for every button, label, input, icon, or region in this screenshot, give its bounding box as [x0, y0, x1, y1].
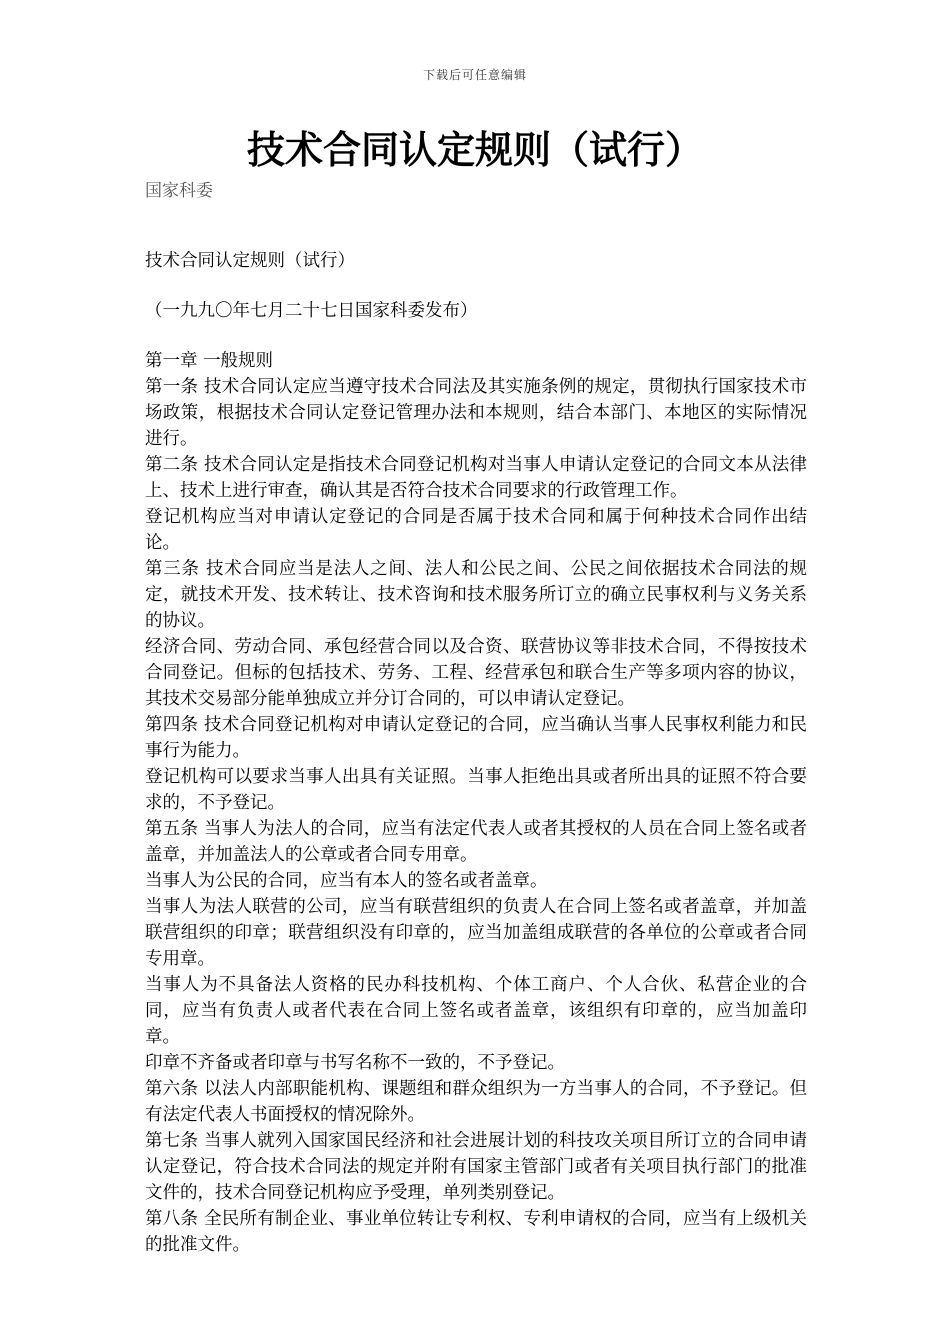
- article-paragraph: 第三条 技术合同应当是法人之间、法人和公民之间、公民之间依据技术合同法的规定，就技术开发、技术转让、技术咨询和技术服务所订立的确立民事权利与义务关系的协议。: [145, 559, 807, 631]
- article-paragraph: 当事人为法人联营的公司，应当有联营组织的负责人在合同上签名或者盖章，并加盖联营组织的印章；联营组织没有印章的，应当加盖组成联营的各单位的公章或者合同专用章。: [145, 897, 807, 969]
- article-paragraph: 第八条 全民所有制企业、事业单位转让专利权、专利申请权的合同，应当有上级机关的批准文件。: [145, 1209, 807, 1255]
- chapter-heading: 第一章 一般规则: [145, 351, 274, 371]
- article-paragraph: 第四条 技术合同登记机构对申请认定登记的合同，应当确认当事人民事权利能力和民事行为能力。: [145, 715, 807, 761]
- header-note: 下载后可任意编辑: [422, 68, 527, 82]
- subtitle: 技术合同认定规则（试行）: [145, 251, 355, 271]
- article-paragraph: 第五条 当事人为法人的合同，应当有法定代表人或者其授权的人员在合同上签名或者盖章，并加盖法人的公章或者合同专用章。: [145, 819, 807, 865]
- article-paragraph: 当事人为公民的合同，应当有本人的签名或者盖章。: [145, 871, 548, 891]
- article-paragraph: 印章不齐备或者印章与书写名称不一致的，不予登记。: [145, 1053, 565, 1073]
- article-paragraph: 登记机构可以要求当事人出具有关证照。当事人拒绝出具或者所出具的证照不符合要求的，不予登记。: [145, 767, 807, 813]
- issue-note: （一九九〇年七月二十七日国家科委发布）: [145, 301, 478, 321]
- article-paragraph: 登记机构应当对申请认定登记的合同是否属于技术合同和属于何种技术合同作出结论。: [145, 507, 807, 553]
- document-body: [145, 248, 807, 1258]
- article-paragraph: 第七条 当事人就列入国家国民经济和社会进展计划的科技攻关项目所订立的合同申请认定登记，符合技术合同法的规定并附有国家主管部门或者有关项目执行部门的批准文件的，技术合同登记机构应予受理，单列类别登记。: [145, 1131, 807, 1203]
- article-paragraph: 第二条 技术合同认定是指技术合同登记机构对当事人申请认定登记的合同文本从法律上、技术上进行审查，确认其是否符合技术合同要求的行政管理工作。: [145, 455, 807, 501]
- issuer-label: 国家科委: [145, 181, 213, 201]
- article-paragraph: 经济合同、劳动合同、承包经营合同以及合资、联营协议等非技术合同，不得按技术合同登记。但标的包括技术、劳务、工程、经营承包和联合生产等多项内容的协议，其技术交易部分能单独成立并分订合同的，可以申请认定登记。: [145, 637, 807, 709]
- document-title: 技术合同认定规则（试行）: [246, 128, 703, 172]
- article-paragraph: 第六条 以法人内部职能机构、课题组和群众组织为一方当事人的合同，不予登记。但有法定代表人书面授权的情况除外。: [145, 1079, 807, 1125]
- article-paragraph: 当事人为不具备法人资格的民办科技机构、个体工商户、个人合伙、私营企业的合同，应当有负责人或者代表在合同上签名或者盖章，该组织有印章的，应当加盖印章。: [145, 975, 807, 1047]
- article-paragraph: 第一条 技术合同认定应当遵守技术合同法及其实施条例的规定，贯彻执行国家技术市场政策，根据技术合同认定登记管理办法和本规则，结合本部门、本地区的实际情况进行。: [145, 377, 807, 449]
